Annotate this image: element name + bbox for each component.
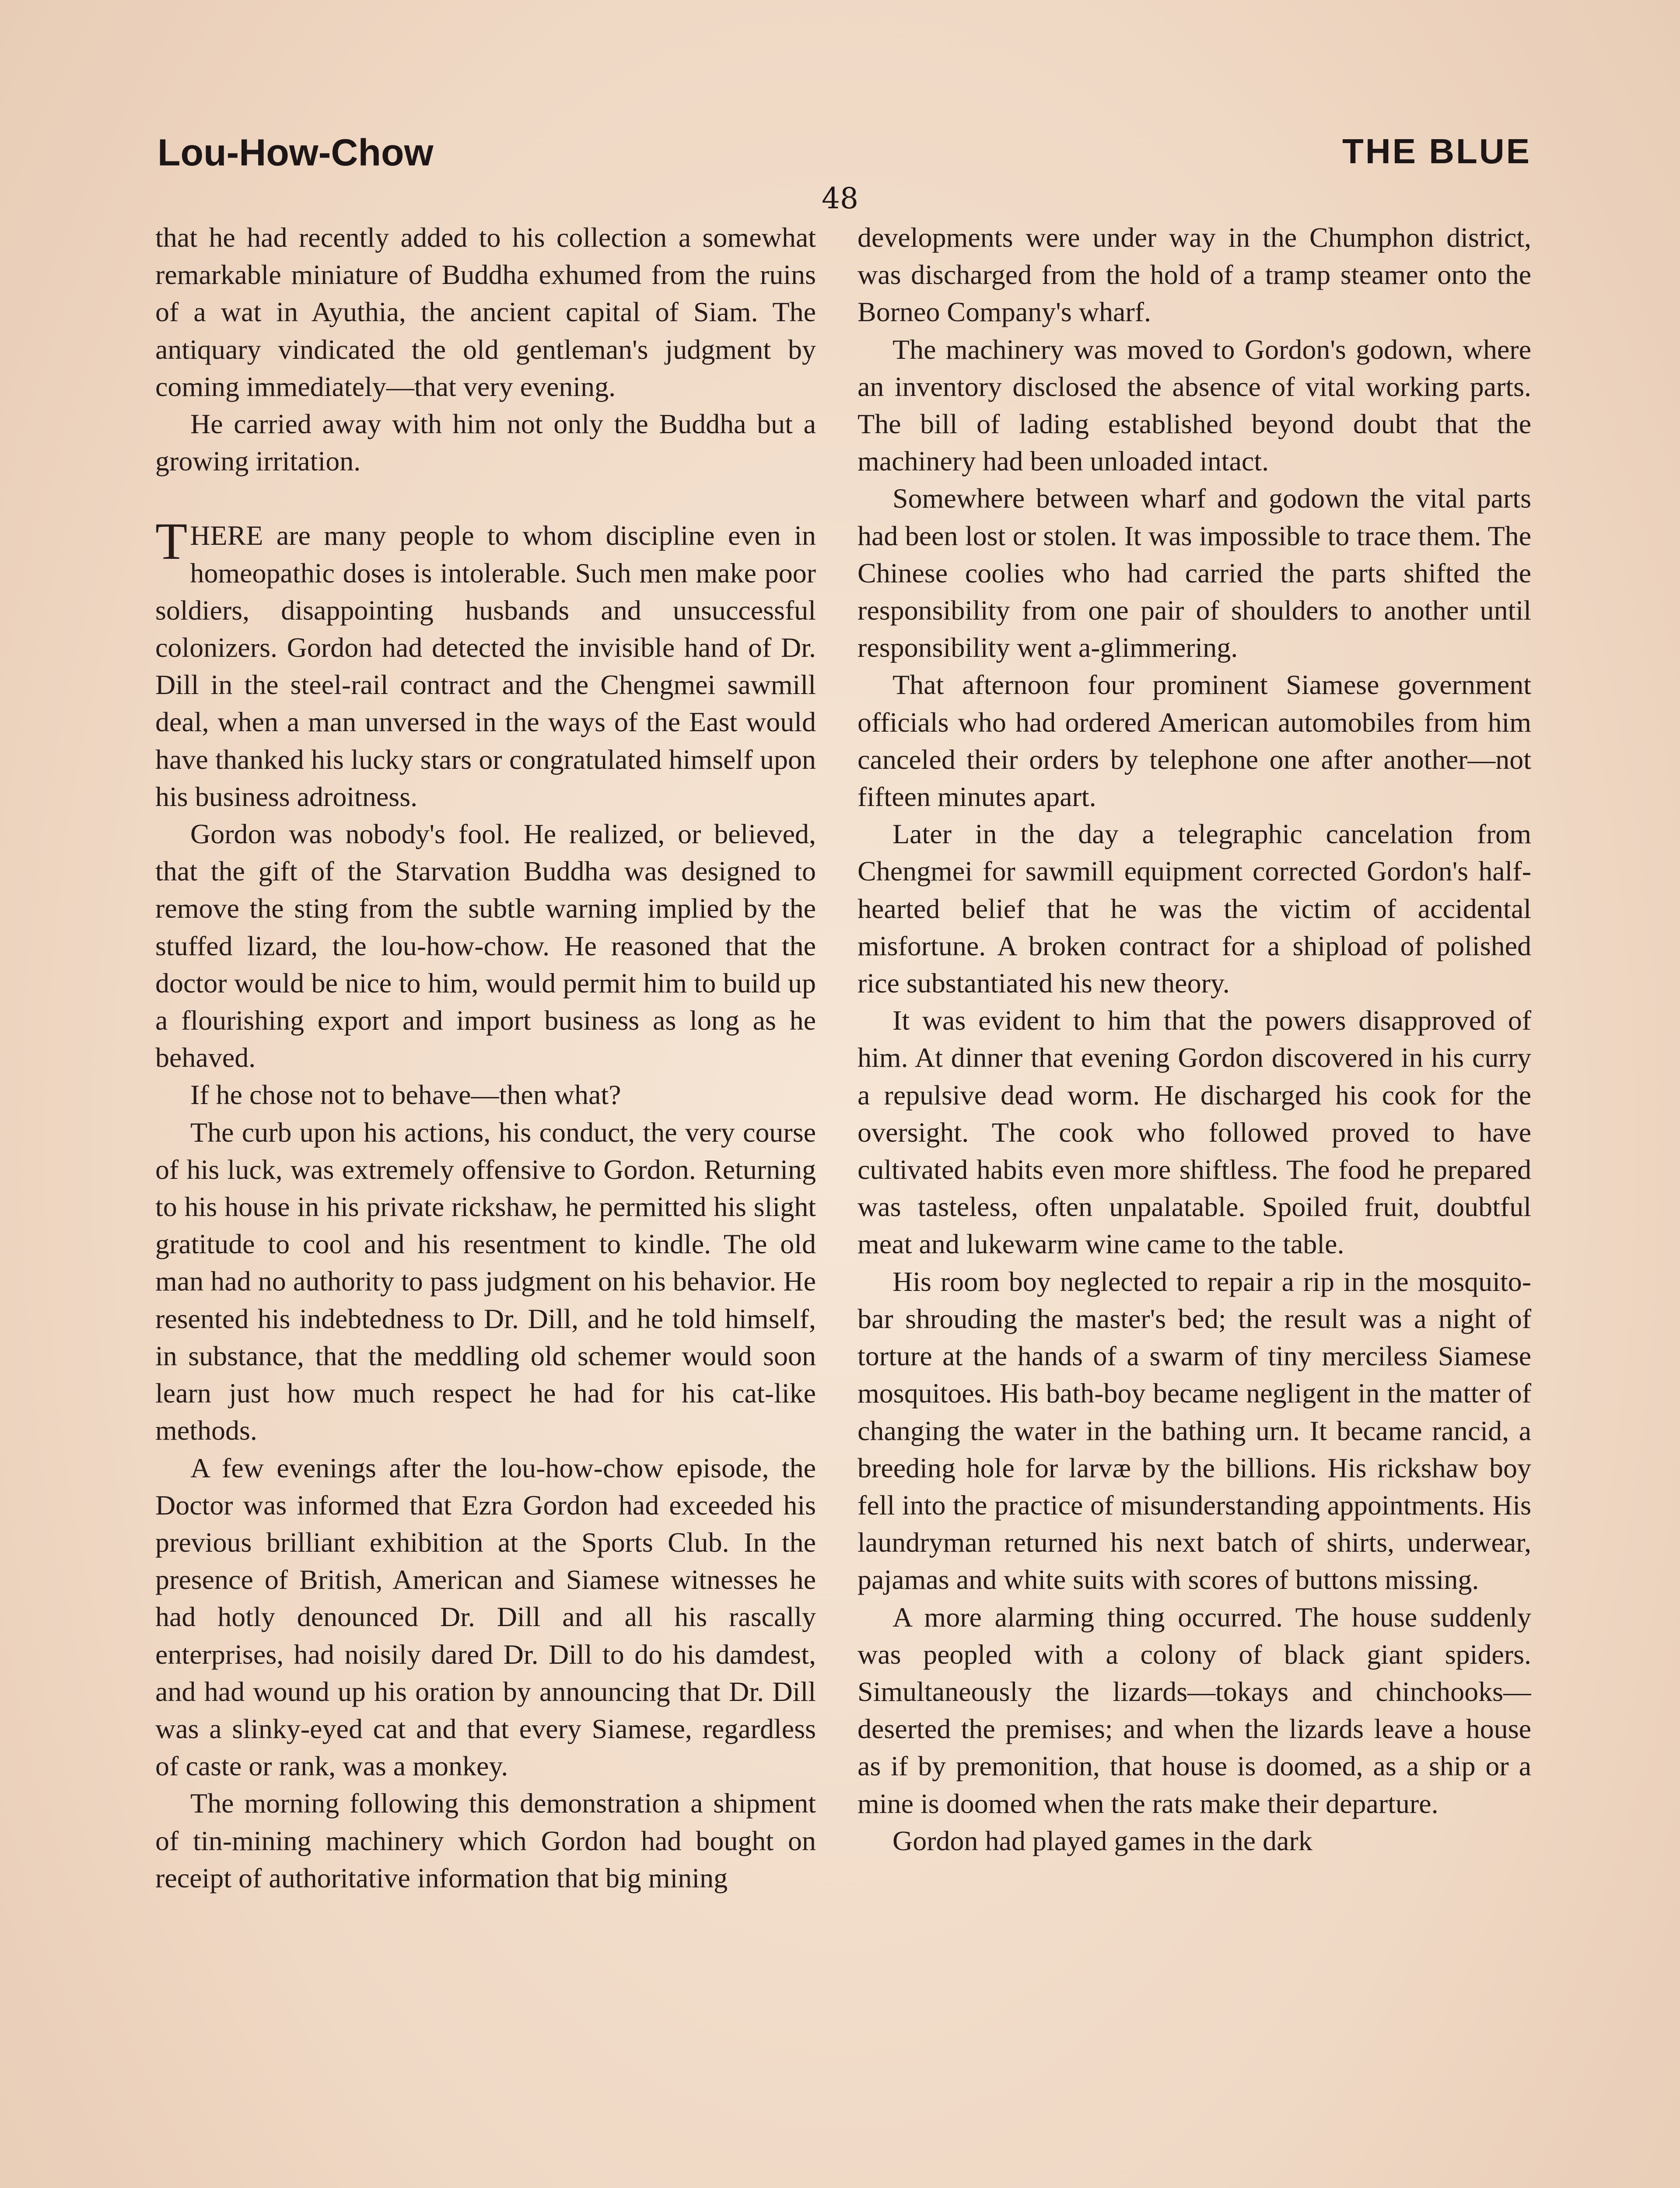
magazine-title: THE BLUE	[1342, 132, 1531, 171]
section-opening-paragraph	[155, 512, 816, 815]
paragraph: The curb upon his actions, his conduct, the very course of his luck, was extremely offensive to Gordon. Returning to his house in his private rickshaw, he permitted his slight gratitude to cool and his resentment to kindle. The old man had no authority to pass judgment on his behavior. He resented his indebtedness to Dr. Dill, and he told himself, in substance, that the meddling old schemer would soon learn just how much respect he had for his cat-like methods.	[155, 1116, 816, 1446]
paragraph: It was evident to him that the powers disapproved of him. At dinner that evening Gordon discovered in his curry a repulsive dead worm. He discharged his cook for the oversight. The cook who followed proved to have cultivated habits even more shiftless. The food he prepared was tasteless, often unpalatable. Spoiled fruit, doubtful meat and lukewarm wine came to the table.	[858, 1005, 1531, 1260]
paragraph: His room boy neglected to repair a rip in the mosquito-bar shrouding the master's bed; the result was a night of torture at the hands of a swarm of tiny merciless Siamese mosquitoes. His bath-boy became negligent in the matter of changing the water in the bathing urn. It became rancid, a breeding hole for larvæ by the billions. His rickshaw boy fell into the practice of misunderstanding appointments. His laundryman returned his next batch of shirts, underwear, pajamas and white suits with scores of buttons missing.	[858, 1266, 1531, 1595]
paragraph: A more alarming thing occurred. The house suddenly was peopled with a colony of black giant spiders. Simultaneously the lizards—tokays and chinchooks—deserted the premises; and when the lizards leave a house as if by premonition, that house is doomed, as a ship or a mine is doomed when the rats make their departure.	[858, 1601, 1531, 1819]
paragraph: developments were under way in the Chumphon district, was discharged from the hold of a tramp steamer onto the Borneo Company's wharf.	[858, 222, 1531, 328]
page-number: 48	[822, 182, 858, 215]
paragraph: The morning following this demonstration a shipment of tin-mining machinery which Gordon had bought on receipt of authoritative information that big mining	[155, 1788, 816, 1893]
paragraph: Somewhere between wharf and godown the vital parts had been lost or stolen. It was impossible to trace them. The Chinese coolies who had carried the parts shifted the responsibility from one pair of shoulders to another until responsibility went a-glimmering.	[858, 483, 1531, 663]
drop-cap: T	[155, 512, 188, 571]
paragraph: The machinery was moved to Gordon's godown, where an inventory disclosed the absence of vital working parts. The bill of lading established beyond doubt that the machinery had been unloaded intact.	[858, 333, 1531, 477]
paragraph: Gordon was nobody's fool. He realized, or believed, that the gift of the Starvation Buddha was designed to remove the sting from the subtle warning implied by the stuffed lizard, the lou-how-chow. He reasoned that the doctor would be nice to him, would permit him to build up a flourishing export and import business as long as he behaved.	[155, 818, 816, 1073]
paragraph: Gordon had played games in the dark	[892, 1825, 1312, 1856]
paragraph-text: HERE are many people to whom discipline even in homeopathic doses is intolerable. Such men make poor soldiers, disappointing husbands and unsuccessful colonizers. Gordon had detected the invisible hand of Dr. Dill in the steel-rail contract and the Chengmei sawmill deal, when a man unversed in the ways of the East would have thanked his lucky stars or congratulated himself upon his business adroitness.	[155, 520, 816, 812]
story-title: Lou-How-Chow	[158, 132, 434, 174]
paragraph: That afternoon four prominent Siamese government officials who had ordered American automobiles from him canceled their orders by telephone one after another—not fifteen minutes apart.	[858, 669, 1531, 813]
paragraph: Later in the day a telegraphic cancelation from Chengmei for sawmill equipment corrected Gordon's half-hearted belief that he was the victim of accidental misfortune. A broken contract for a shipload of polished rice substantiated his new theory.	[858, 818, 1531, 999]
paragraph: He carried away with him not only the Buddha but a growing irritation.	[155, 408, 816, 477]
paragraph: A few evenings after the lou-how-chow episode, the Doctor was informed that Ezra Gordon had exceeded his previous brilliant exhibition at the Sports Club. In the presence of British, American and Siamese witnesses he had hotly denounced Dr. Dill and all his rascally enterprises, had noisily dared Dr. Dill to do his damdest, and had wound up his oration by announcing that Dr. Dill was a slinky-eyed cat and that every Siamese, regardless of caste or rank, was a monkey.	[155, 1452, 816, 1782]
paragraph: If he chose not to behave—then what?	[190, 1079, 621, 1111]
paragraph: that he had recently added to his collection a somewhat remarkable miniature of Buddha exhumed from the ruins of a wat in Ayuthia, the ancient capital of Siam. The antiquary vindicated the old gentleman's judgment by coming immediately—that very evening.	[155, 222, 816, 402]
running-header	[158, 131, 1531, 184]
right-column	[858, 219, 1531, 2188]
left-column	[155, 219, 816, 2188]
